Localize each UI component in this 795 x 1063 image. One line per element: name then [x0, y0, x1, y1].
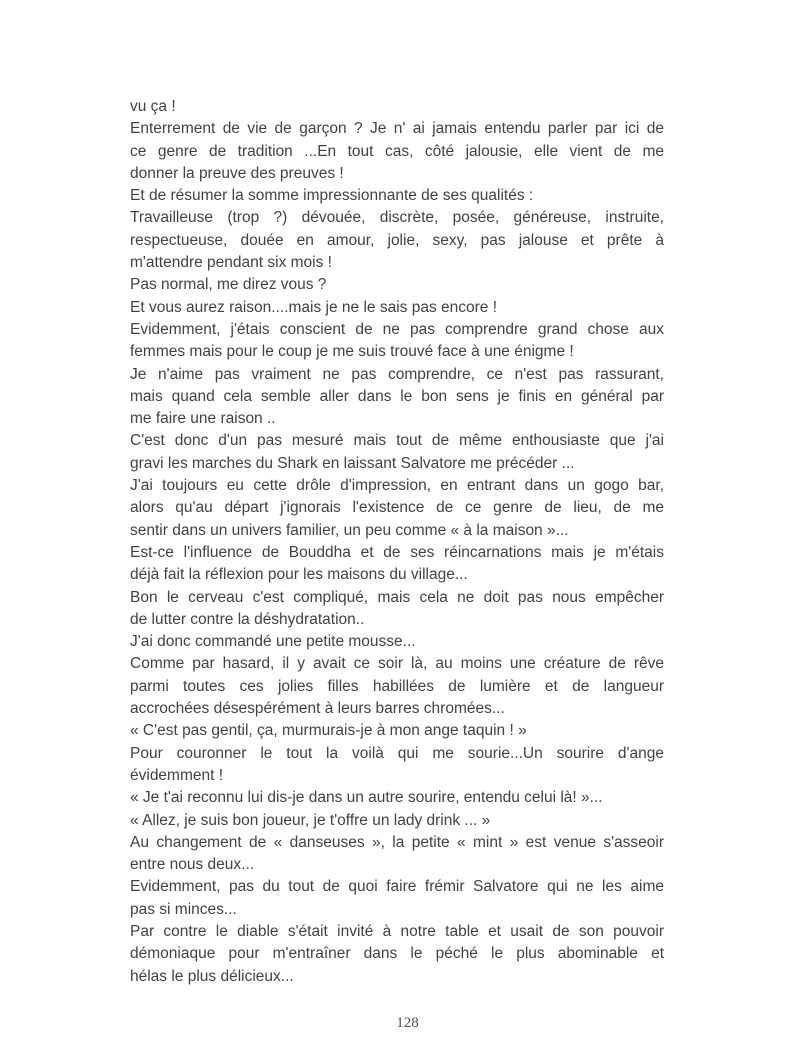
page-number: 128	[396, 1015, 419, 1031]
text-line: ce genre de tradition ...En tout cas, côté jalousie, elle vient de me	[130, 142, 664, 160]
text-line: entre nous deux...	[130, 856, 255, 874]
text-line: sentir dans un univers familier, un peu comme « à la maison »...	[130, 521, 569, 539]
text-line: respectueuse, douée en amour, jolie, sexy, pas jalouse et prête à	[130, 231, 664, 249]
text-line: hélas le plus délicieux...	[130, 967, 294, 985]
text-line: démoniaque pour m'entraîner dans le péché le plus abominable et	[130, 945, 664, 963]
text-line: « Je t'ai reconnu lui dis-je dans un autre sourire, entendu celui là! »...	[130, 789, 603, 807]
text-line: évidemment !	[130, 766, 224, 784]
text-line: Bon le cerveau c'est compliqué, mais cela ne doit pas nous empêcher	[130, 588, 664, 606]
text-line: Et vous aurez raison....mais je ne le sais pas encore !	[130, 298, 498, 316]
text-line: me faire une raison ..	[130, 410, 276, 428]
text-line: Pour couronner le tout la voilà qui me sourie...Un sourire d'ange	[130, 744, 664, 762]
text-line: donner la preuve des preuves !	[130, 164, 344, 182]
text-line: m'attendre pendant six mois !	[130, 254, 332, 272]
text-line: J'ai toujours eu cette drôle d'impression, en entrant dans un gogo bar,	[130, 477, 664, 495]
text-line: Est-ce l'influence de Bouddha et de ses réincarnations mais je m'étais	[130, 543, 664, 561]
text-line: mais quand cela semble aller dans le bon sens je finis en général par	[130, 387, 664, 405]
text-line: J'ai donc commandé une petite mousse...	[130, 633, 416, 651]
text-line: vu ça !	[130, 98, 176, 115]
text-line: Comme par hasard, il y avait ce soir là, au moins une créature de rêve	[130, 655, 664, 673]
text-line: accrochées désespérément à leurs barres chromées...	[130, 700, 505, 718]
page-text	[130, 96, 664, 988]
text-line: Par contre le diable s'était invité à notre table et usait de son pouvoir	[130, 922, 664, 940]
text-line: gravi les marches du Shark en laissant Salvatore me précéder ...	[130, 454, 575, 472]
text-line: déjà fait la réflexion pour les maisons du village...	[130, 566, 468, 584]
text-line: de lutter contre la déshydratation..	[130, 610, 365, 628]
text-line: Au changement de « danseuses », la petite « mint » est venue s'asseoir	[130, 833, 664, 851]
text-line: femmes mais pour le coup je me suis trouvé face à une énigme !	[130, 343, 574, 361]
text-line: Travailleuse (trop ?) dévouée, discrète, posée, généreuse, instruite,	[130, 209, 664, 227]
text-line: Evidemment, j'étais conscient de ne pas comprendre grand chose aux	[130, 320, 664, 338]
text-line: parmi toutes ces jolies filles habillées de lumière et de langueur	[130, 677, 664, 695]
text-line: Et de résumer la somme impressionnante de ses qualités :	[130, 187, 534, 205]
text-line: « Allez, je suis bon joueur, je t'offre un lady drink ... »	[130, 811, 491, 829]
text-line: C'est donc d'un pas mesuré mais tout de même enthousiaste que j'ai	[130, 432, 664, 450]
text-line: Pas normal, me direz vous ?	[130, 276, 327, 294]
text-line: alors qu'au départ j'ignorais l'existence de ce genre de lieu, de me	[130, 499, 664, 517]
text-line: Je n'aime pas vraiment ne pas comprendre, ce n'est pas rassurant,	[130, 365, 664, 383]
text-line: pas si minces...	[130, 900, 237, 918]
text-line: Evidemment, pas du tout de quoi faire frémir Salvatore qui ne les aime	[130, 878, 664, 896]
text-line: Enterrement de vie de garçon ? Je n' ai jamais entendu parler par ici de	[130, 120, 664, 138]
text-line: « C'est pas gentil, ça, murmurais-je à mon ange taquin ! »	[130, 722, 527, 740]
